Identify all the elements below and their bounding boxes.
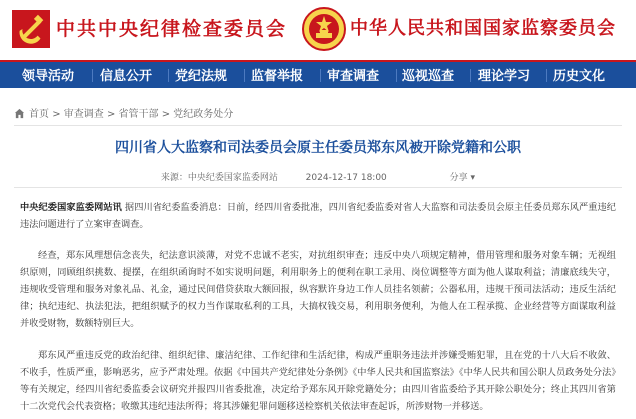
article-paragraph-3: 郑东风严重违反党的政治纪律、组织纪律、廉洁纪律、工作纪律和生活纪律，构成严重职务违法并涉嫌受贿犯罪，且在党的十八大后不收敛、不收手，性质严重，影响恶劣，应予严肃处理。依据《中国共产党纪律处分条例》《中华人民共和国监察法》《中华人民共和国公职人员政务处分法》等有关规定，经四川省纪委监委会议研究并报四川省委批准，决定给予郑东风开除党籍处分；由四川省监委给予其开除公职处分；终止其四川省第十二次党代会代表资格；收缴其违纪违法所得；将其涉嫌犯罪问题移送检察机关依法审查起诉，所涉财物一并移送。 <box>20 350 616 412</box>
site-header <box>0 0 636 60</box>
home-icon <box>14 108 25 119</box>
nav-item-study[interactable]: 理论学习 <box>478 69 531 84</box>
nav-separator <box>168 69 169 82</box>
nav-item-inspection[interactable]: 巡视巡查 <box>402 69 455 84</box>
nav-item-investigation[interactable]: 审查调查 <box>327 69 380 84</box>
national-emblem-icon[interactable] <box>302 7 346 51</box>
nav-separator <box>320 69 321 82</box>
article-paragraph-1-text: 据四川省纪委监委消息：日前，经四川省委批准，四川省纪委监委对省人大监察和司法委员会原主任委员郑东风严重违纪违法问题进行了立案审查调查。 <box>20 202 616 230</box>
breadcrumb-discipline[interactable]: 党纪政务处分 <box>173 109 234 120</box>
nav-item-regulations[interactable]: 党纪法规 <box>175 69 228 84</box>
article-source: 来源：中央纪委国家监委网站 <box>160 173 278 183</box>
nav-separator <box>470 69 471 82</box>
breadcrumb-separator: > <box>161 109 171 120</box>
share-label: 分享 <box>449 173 468 183</box>
org-name-left[interactable]: 中共中央纪律检查委员会 <box>56 18 288 40</box>
article-date: 2024-12-17 18:00 <box>305 173 387 183</box>
divider <box>14 187 622 188</box>
nav-separator <box>92 69 93 82</box>
breadcrumb-home[interactable]: 首页 <box>29 109 49 120</box>
chevron-down-icon: ▾ <box>470 173 476 183</box>
main-nav <box>0 60 636 88</box>
article-paragraph-1 <box>20 199 616 233</box>
nav-item-info-public[interactable]: 信息公开 <box>100 69 153 84</box>
breadcrumb <box>14 105 233 120</box>
nav-separator <box>244 69 245 82</box>
share-button[interactable] <box>450 173 475 183</box>
breadcrumb-investigation[interactable]: 审查调查 <box>63 109 104 120</box>
nav-item-report[interactable]: 监督举报 <box>251 69 304 84</box>
org-name-right[interactable]: 中华人民共和国国家监察委员会 <box>350 18 616 39</box>
breadcrumb-provincial-cadres[interactable]: 省管干部 <box>118 109 159 120</box>
nav-separator <box>396 69 397 82</box>
nav-separator <box>546 69 547 82</box>
article-lead: 中央纪委国家监委网站讯 <box>20 202 122 213</box>
nav-item-history[interactable]: 历史文化 <box>553 69 606 84</box>
nav-item-leadership[interactable]: 领导活动 <box>22 69 75 84</box>
breadcrumb-separator: > <box>106 109 116 120</box>
breadcrumb-separator: > <box>52 109 61 120</box>
article-title: 四川省人大监察和司法委员会原主任委员郑东风被开除党籍和公职 <box>115 140 521 156</box>
party-emblem-icon[interactable] <box>12 10 50 48</box>
article-paragraph-2: 经查，郑东风理想信念丧失，纪法意识淡薄，对党不忠诚不老实，对抗组织审查；违反中央八项规定精神，借用管理和服务对象车辆；无视组织原则，同顾组织挑数、提摆，在组织函询时不如实说明问题，利用职务上的便利在职工录用、岗位调整等方面为他人谋取利益；清廉底线失守，违规收受管理和服务对象礼品、礼金，通过民间借贷获取大额回报，纵容默许身边工作人员挂名领薪；公器私用，违规干预司法活动；违反生活纪律；执纪违纪、执法犯法，把组织赋予的权力当作谋取私利的工具，大搞权钱交易，利用职务便利，为他人在工程承揽、企业经营等方面谋取利益并收受财物，数额特别巨大。 <box>20 250 616 329</box>
article-meta <box>0 170 636 183</box>
divider <box>14 125 622 126</box>
